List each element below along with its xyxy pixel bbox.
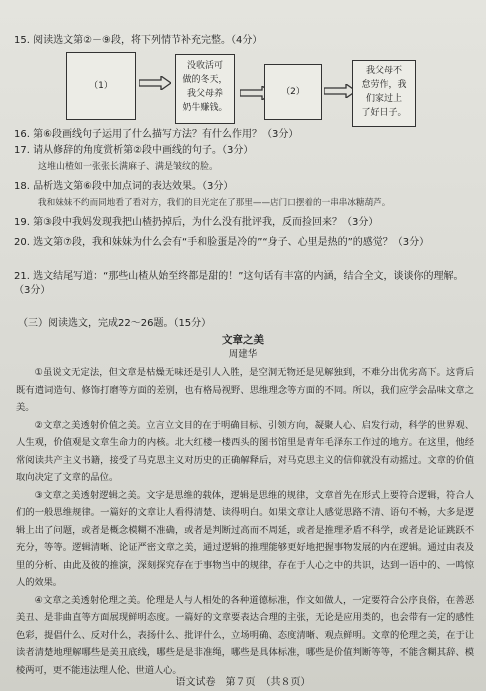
essay-paragraph-2: ②文章之美透射价值之美。立言立文目的在于明确目标、引领方向，凝聚人心、启发行动，科学的世界观、人生观，价值观是文章生命力的内核。北大红楼一楼西头的图书馆里是青年毛泽东工作过的地方。在这里，他经常阅读共产主义书籍，接受了马克思主义对历史的正确解释后，对马克思主义的信仰就没有动摇过。文章的价值取向决定了文章的品位。	[16, 419, 474, 483]
flow-box-4-line: 怠劳作，我	[361, 80, 407, 90]
flow-box-2	[175, 54, 235, 124]
question-16: 16. 第⑥段画线句子运用了什么描写方法？有什么作用？（3分）	[14, 129, 299, 140]
flow-box-2-line: 奶牛赚钱。	[182, 103, 228, 113]
essay-paragraph-3: ③文章之美透射逻辑之美。文字是思维的载体，逻辑是思维的规律，文章首先在形式上要符合逻辑，符合人们的一般思维规律。一篇好的文章让人看得清楚、读得明白。如果文章让人感觉思路不清、语句不畅，大多是逻辑上出了问题，或者是概念模糊不准确，或者是判断过高而不周延，或者是推理矛盾不科学，或者是论证跳跃不充分，等等。逻辑清晰、论证严密文章之美，通过逻辑的推理能够更好地把握事物发展的内在逻辑。通过由表及里的分析、由此及彼的推演，深刻探究存在于事物当中的规律，存在于人心之中的共识，达到一语中的、一鸣惊人的效果。	[16, 489, 474, 588]
flow-box-1: （1）	[66, 52, 136, 120]
flow-box-2-line: 我父母养	[186, 89, 223, 99]
question-18-quote: 我和妹妹不约而同地看了看对方，我们的目光定在了那里——店门口摆着的一串串冰糖葫芦。	[38, 198, 391, 208]
flow-box-4	[352, 60, 416, 127]
section-3-heading: （三）阅读选文，完成22～26题。（15分）	[18, 318, 212, 329]
flow-box-3: （2）	[264, 64, 322, 120]
essay-paragraph-4: ④文章之美透射伦理之美。伦理是人与人相处的各种道德标准，作文如做人，一定要符合公序良俗，在善恶美丑、是非曲直等方面展现鲜明态度。一篇好的文章要表达合理的主张，无论是应用类的，也会带有一定的感性色彩，提倡什么、反对什么，表扬什么、批评什么，立场明确、态度清晰、观点鲜明。文章的伦理之美，在于让读者清楚地理解哪些是美丑底线，哪些是是非准绳，哪些是具体标准，哪些是价值判断等等，不能含糊其辞、模棱两可，更不能违法理人伦、世道人心。	[16, 594, 474, 676]
arrow-icon	[139, 76, 171, 90]
page-footer: 语文试卷 第７页 （共８页）	[175, 677, 311, 688]
essay-author: 周建华	[228, 349, 258, 360]
flow-box-2-line: 没收活可	[186, 61, 223, 71]
flow-box-4-line: 我父母不	[365, 66, 402, 76]
question-18: 18. 品析选文第⑥段中加点词的表达效果。（3分）	[14, 181, 234, 192]
essay-title: 文章之美	[222, 334, 264, 346]
essay-body	[16, 364, 474, 679]
question-21: 21. 选文结尾写道：“那些山楂从始至终都是甜的！”这句话有丰富的内涵，结合全文，谈谈你的理解。（3分）	[14, 271, 464, 296]
flow-box-4-line: 了好日子。	[361, 108, 407, 118]
essay-paragraph-1: ①虽说文无定法，但文章是枯燥无味还是引人入胜，是空洞无物还是见解独到，不难分出优劣高下。这背后既有遣词造句、修饰打磨等方面的差别，也有格局视野、思维理念等方面的不同。所以，我们应学会品味文章之美。	[16, 367, 474, 413]
question-15: 15. 阅读选文第②－⑨段，将下列情节补充完整。（4分）	[14, 35, 263, 46]
question-17-quote: 这堆山楂如一张张长满麻子、满是皱纹的脸。	[38, 162, 219, 172]
question-19: 19. 第③段中我妈发现我把山楂扔掉后，为什么没有批评我，反而捡回来？（3分）	[14, 217, 379, 228]
flow-box-4-line: 们家过上	[365, 94, 402, 104]
flow-box-2-line: 做的冬天，	[182, 75, 228, 85]
question-17: 17. 请从修辞的角度赏析第②段中画线的句子。（3分）	[14, 145, 254, 156]
question-20: 20. 选文第⑦段，我和妹妹为什么会有“手和脸蛋是冷的”“身子、心里是热的”的感觉？（3分）	[14, 237, 430, 248]
